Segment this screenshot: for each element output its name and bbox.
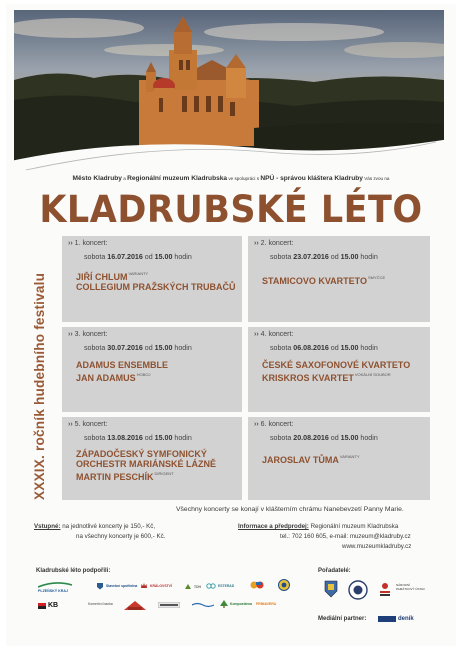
npu-text: NÁRODNÍ PAMÁTKOVÝ ÚSTAV — [396, 583, 425, 591]
concert-5-card — [62, 417, 242, 500]
admission-line-1: na jednotlivé koncerty je 150,- Kč, — [62, 523, 156, 530]
kb-logo: KB — [38, 602, 58, 609]
concert-6-date: sobota 20.08.2016 od 15.00 hodin — [270, 434, 378, 442]
plzensky-kraj-logo — [38, 582, 72, 588]
concert-1-performer: JIŘÍ $CHLUM^{VARIANTY}$ — [76, 271, 149, 282]
intro-museum: Regionální muzeum Kladrubska — [127, 175, 228, 182]
festival-title: KLADRUBSKÉ LÉTO — [39, 188, 423, 232]
intro-line — [6, 175, 456, 182]
concert-5-date: sobota 13.08.2016 od 15.00 hodin — [84, 434, 192, 442]
wave-logo-icon — [192, 602, 214, 608]
media-partner-label: Mediální partner: — [318, 616, 367, 622]
concert-5-label: ›› 5. koncert: — [68, 421, 108, 428]
colorful-logo-icon — [250, 580, 266, 590]
plzensky-swoosh-icon — [38, 582, 72, 588]
venue-note: Všechny koncerty se konají v klášterním chrámu Nanebevzetí Panny Marie. — [176, 506, 404, 513]
kompostarna-logo: Kompostárna — [220, 600, 252, 608]
plzensky-kraj-text: PLZEŇSKÝ KRAJ — [38, 589, 68, 593]
intro-npu: NPÚ - správou kláštera Kladruby — [260, 175, 363, 182]
organizers-label: Pořadatelé: — [318, 568, 351, 574]
concert-5-performer: ORCHESTR MARIÁNSKÉ LÁZNĚ — [76, 459, 217, 469]
supporter-logo-esterad: ESTERAD — [206, 583, 234, 589]
admission-info — [34, 522, 165, 542]
arrow-icon: ›› — [254, 331, 259, 338]
arrow-icon: ›› — [254, 240, 259, 247]
concert-3-date: sobota 30.07.2016 od 15.00 hodin — [84, 344, 192, 352]
supporters-label: Kladrubské léto podpořili: — [36, 568, 111, 574]
supporter-logo-tdh: TDH — [184, 583, 201, 590]
poster — [6, 4, 456, 646]
contact-website: www.muzeumkladruby.cz — [342, 543, 412, 550]
admission-line-2: na všechny koncerty je 600,- Kč. — [76, 533, 166, 540]
concert-4-performer: ČESKÉ SAXOFONOVÉ KVARTETO — [262, 360, 411, 370]
concert-6-card — [248, 417, 430, 500]
concert-1-label: ›› 1. koncert: — [68, 240, 108, 247]
concert-4-card — [248, 327, 430, 412]
intro-and: a — [121, 176, 128, 181]
contact-line-2: tel.: 702 160 605, e-mail: muzeum@kladruby.cz — [280, 533, 411, 540]
concert-3-card — [62, 327, 242, 412]
concert-5-performer: ZÁPADOČESKÝ SYMFONICKÝ — [76, 449, 207, 459]
round-seal-icon — [278, 579, 290, 591]
concert-6-performer: JAROSLAV $TŮMA^{VARIANTY}$ — [262, 454, 360, 465]
concert-1-date: sobota 16.07.2016 od 15.00 hodin — [84, 253, 192, 261]
concert-3-performer: JAN $ADAMUS^{HOBOJ}$ — [76, 372, 151, 383]
supporter-logo-blue: Stavební spořitelna — [96, 582, 137, 590]
admission-label: Vstupné: — [34, 523, 61, 530]
festival-edition: XXXIX. ročník hudebního festivalu — [32, 272, 47, 500]
contact-line-1: Regionální muzeum Kladrubska — [310, 523, 399, 530]
intro-coop: ve spolupráci s — [227, 176, 261, 181]
crown-icon — [140, 582, 148, 590]
npu-logo-icon — [378, 582, 392, 598]
text-logo-icon — [158, 602, 180, 608]
contact-label: Informace a předprodej: — [238, 523, 309, 530]
kb-flag-icon — [38, 603, 46, 609]
intro-town: Město Kladruby — [72, 175, 122, 182]
intro-invite: Vás zvou na — [362, 176, 390, 181]
concert-4-date: sobota 06.08.2016 od 15.00 hodin — [270, 344, 378, 352]
leaf-icon — [184, 583, 192, 590]
concert-5-performer: MARTIN $PESCHÍK^{DIRIGENT}$ — [76, 471, 174, 482]
shield-icon — [96, 582, 104, 590]
tree-icon — [220, 600, 228, 608]
concert-4-label: ›› 4. koncert: — [254, 331, 294, 338]
concert-3-performer: ADAMUS ENSEMBLE — [76, 360, 169, 370]
denik-logo: deník — [378, 616, 414, 622]
concert-2-performer: STAMICOVO $KVARTETO^{SMYČCE}$ — [262, 275, 386, 286]
arrow-icon: ›› — [68, 421, 73, 428]
kb-note: Komerční banka — [88, 602, 113, 606]
town-coat-of-arms-icon — [324, 580, 338, 598]
arrow-icon: ›› — [68, 240, 73, 247]
concert-1-performer: COLLEGIUM PRAŽSKÝCH TRUBAČŮ — [76, 282, 236, 292]
concert-4-performer: KRISKROS $KVARTET^{VOKÁLNÍ SOUBOR}$ — [262, 372, 391, 383]
rings-icon — [206, 583, 216, 589]
concert-2-card — [248, 236, 430, 322]
house-logo-icon — [124, 600, 146, 610]
supporter-logo-red: KRÁLOVSTVÍ — [140, 582, 172, 590]
museum-seal-icon — [348, 580, 368, 600]
primavera-logo: PRIMAVERA — [256, 602, 277, 606]
arrow-icon: ›› — [68, 331, 73, 338]
concert-2-date: sobota 23.07.2016 od 15.00 hodin — [270, 253, 378, 261]
concert-3-label: ›› 3. koncert: — [68, 331, 108, 338]
concert-2-label: ›› 2. koncert: — [254, 240, 294, 247]
arrow-icon: ›› — [254, 421, 259, 428]
concert-1-card — [62, 236, 242, 322]
concert-6-label: ›› 6. koncert: — [254, 421, 294, 428]
denik-bar-icon — [378, 616, 396, 622]
contact-info — [238, 522, 411, 552]
